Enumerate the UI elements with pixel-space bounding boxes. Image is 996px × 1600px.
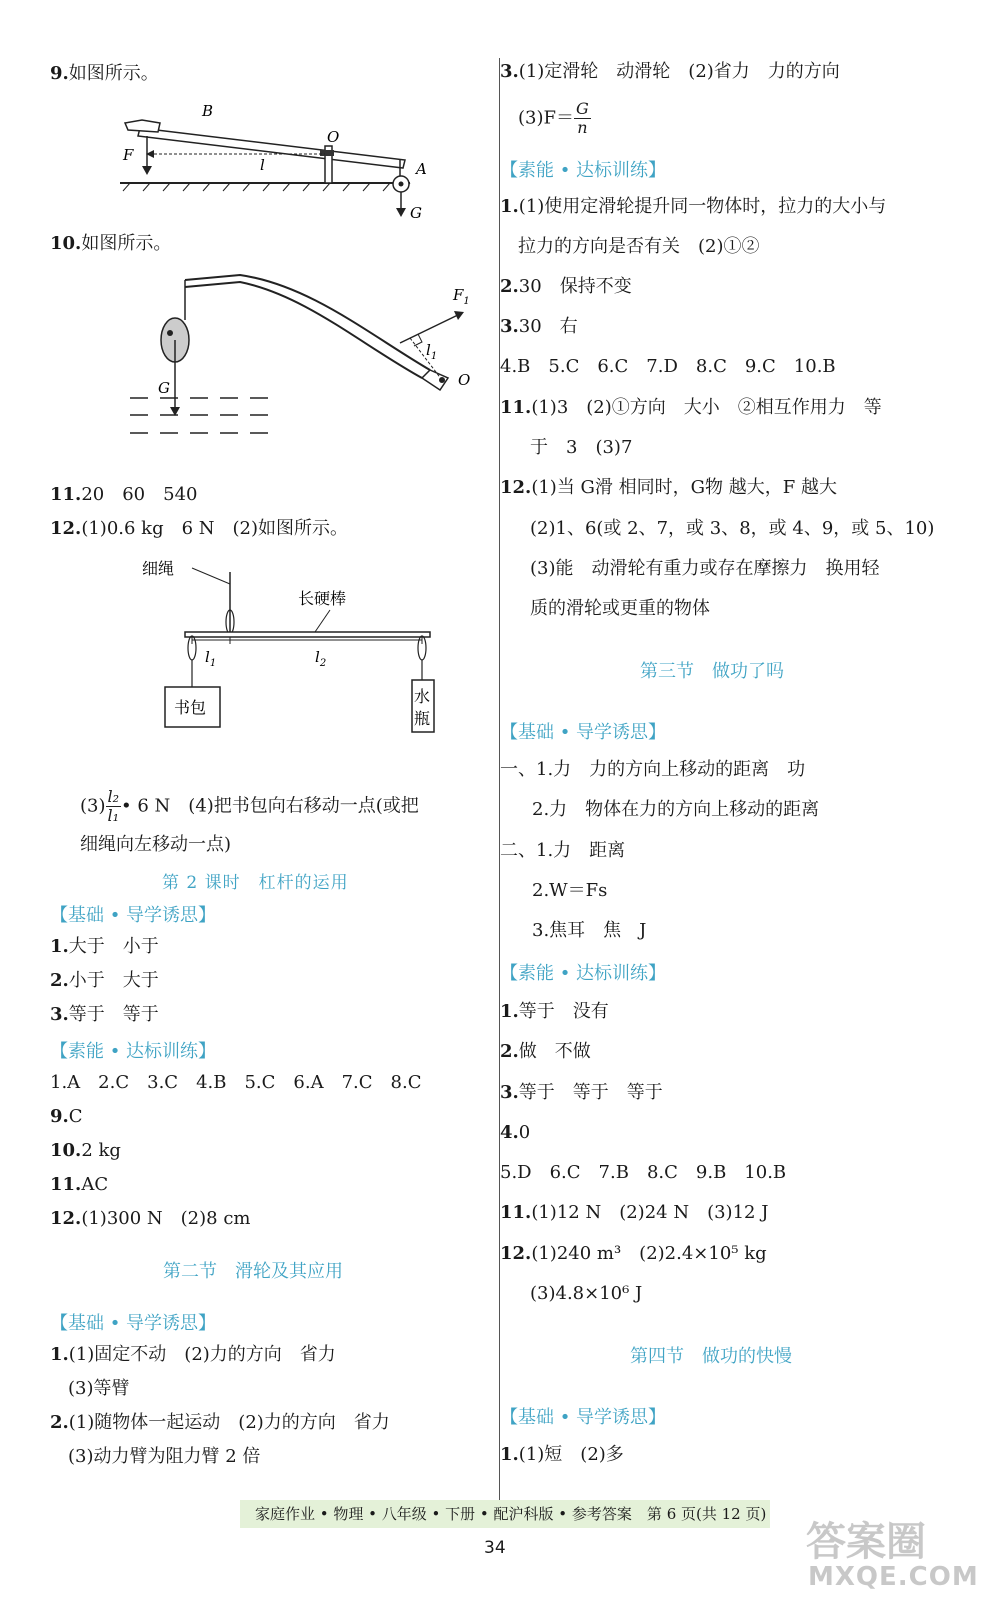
t9-line: 9.C xyxy=(50,1106,83,1127)
lever-figure-9 xyxy=(120,98,480,223)
x3-line: 3.等于 等于 等于 xyxy=(500,1082,663,1103)
section4-title: 第四节 做功的快慢 xyxy=(630,1346,792,1367)
r3b-line: (3)F＝ $\frac{G}{n}$ xyxy=(518,99,589,137)
t10-line: 10.2 kg xyxy=(50,1140,121,1161)
x2-line: 2.做 不做 xyxy=(500,1041,591,1062)
r3a-line: 3.(1)定滑轮 动滑轮 (2)省力 力的方向 xyxy=(500,61,840,82)
r11a-line: 11.(1)3 (2)①方向 大小 ②相互作用力 等 xyxy=(500,397,882,418)
s1a-line: 1.(1)固定不动 (2)力的方向 省力 xyxy=(50,1344,336,1365)
q12-line xyxy=(50,517,348,541)
fig9-label-B: B xyxy=(202,102,214,120)
tag-train-left: 【素能 • 达标训练】 xyxy=(50,1041,217,1062)
r12d-line: 质的滑轮或更重的物体 xyxy=(530,598,710,619)
s1b-line: (3)等臂 xyxy=(68,1378,130,1399)
t-row1: 1.A 2.C 3.C 4.B 5.C 6.A 7.C 8.C xyxy=(50,1072,422,1093)
fig12-label-rope: 细绳 xyxy=(142,559,175,578)
fig9-label-G: G xyxy=(410,204,422,222)
r3-line: 3.30 右 xyxy=(500,316,578,337)
x12a-line: 12.(1)240 m³ (2)2.4×10⁵ kg xyxy=(500,1243,767,1264)
q9-text: 如图所示。 xyxy=(68,63,159,84)
x12b-line: (3)4.8×10⁶ J xyxy=(530,1283,643,1304)
watermark-url: MXQE.COM xyxy=(808,1562,979,1592)
r1b-line: 拉力的方向是否有关 (2)①② xyxy=(518,236,760,257)
tag-basic2-right: 【基础 • 导学诱思】 xyxy=(500,1407,667,1428)
w2-3-line: 3.焦耳 焦 J xyxy=(532,920,647,941)
q10-text: 如图所示。 xyxy=(81,233,172,254)
fig12-label-bag: 书包 xyxy=(174,698,207,717)
s2a-line: 2.(1)随物体一起运动 (2)力的方向 省力 xyxy=(50,1412,390,1433)
x-row: 5.D 6.C 7.B 8.C 9.B 10.B xyxy=(500,1162,787,1183)
page-number: 34 xyxy=(484,1538,506,1558)
r-row: 4.B 5.C 6.C 7.D 8.C 9.C 10.B xyxy=(500,356,836,377)
fig10-label-G: G xyxy=(158,379,170,397)
fig12-label-l2: $l_2$ xyxy=(315,648,327,669)
section2-title: 第二节 滑轮及其应用 xyxy=(163,1261,343,1282)
fig12-label-bottle2: 瓶 xyxy=(414,709,431,728)
x11-line: 11.(1)12 N (2)24 N (3)12 J xyxy=(500,1202,769,1223)
fig12-label-l1: $l_1$ xyxy=(205,648,217,669)
w2-1-line: 二、1.力 距离 xyxy=(500,840,626,861)
tag-train-right: 【素能 • 达标训练】 xyxy=(500,160,667,181)
fig10-label-O: O xyxy=(458,371,470,389)
t11-line: 11.AC xyxy=(50,1174,109,1195)
w2-2-line: 2.W＝Fs xyxy=(532,880,608,901)
section3-title: 第三节 做功了吗 xyxy=(640,661,784,682)
w1-1-line: 一、1.力 力的方向上移动的距离 功 xyxy=(500,759,806,780)
watermark-logo: 答案圈 xyxy=(806,1519,926,1565)
b2-line: 2.小于 大于 xyxy=(50,970,159,991)
q9-number: 9. xyxy=(50,63,69,84)
tag-basic2-left: 【基础 • 导学诱思】 xyxy=(50,1313,217,1334)
q9-line xyxy=(50,62,159,86)
r2-line: 2.30 保持不变 xyxy=(500,276,632,297)
fig12-label-bottle1: 水 xyxy=(414,687,431,706)
lever-figure-12 xyxy=(130,552,450,737)
q12-text: (1)0.6 kg 6 N (2)如图所示。 xyxy=(81,518,349,539)
lesson2-title: 第 2 课时 杠杆的运用 xyxy=(162,873,349,893)
q10-line xyxy=(50,232,171,256)
q11-text: 20 60 540 xyxy=(81,484,198,505)
x4-line: 4.0 xyxy=(500,1122,531,1143)
q12-3-cont-line: 细绳向左移动一点) xyxy=(80,834,232,855)
fig10-label-l1: $l_1$ xyxy=(426,341,438,362)
tag-train2-right: 【素能 • 达标训练】 xyxy=(500,963,667,984)
fraction-l2-l1: $\frac{\text{l₂}}{\text{l₁}}$ xyxy=(107,787,120,825)
r1a-line: 1.(1)使用定滑轮提升同一物体时，拉力的大小与 xyxy=(500,196,887,217)
y1-line: 1.(1)短 (2)多 xyxy=(500,1444,624,1465)
q12-number: 12. xyxy=(50,518,82,539)
fig9-label-l: l xyxy=(260,156,265,174)
r12b-line: (2)1、6(或 2、7，或 3、8，或 4、9，或 5、10) xyxy=(530,518,935,539)
fig9-label-O: O xyxy=(327,128,340,146)
fishing-rod-figure-10 xyxy=(130,265,470,450)
t12-line: 12.(1)300 N (2)8 cm xyxy=(50,1208,251,1229)
b3-line: 3.等于 等于 xyxy=(50,1004,159,1025)
fig10-label-F1: $F_1$ xyxy=(453,286,470,307)
fig9-label-F: F xyxy=(123,146,134,164)
footer-text: 家庭作业 • 物理 • 八年级 • 下册 • 配沪科版 • 参考答案 第 6 页(共 12 页) xyxy=(255,1505,767,1523)
fraction-G-n: $\frac{G}{n}$ xyxy=(576,99,589,137)
s2b-line: (3)动力臂为阻力臂 2 倍 xyxy=(68,1446,261,1467)
w1-2-line: 2.力 物体在力的方向上移动的距离 xyxy=(532,799,820,820)
fig12-label-rod: 长硬棒 xyxy=(298,589,347,608)
q10-number: 10. xyxy=(50,233,82,254)
tag-basic-right: 【基础 • 导学诱思】 xyxy=(500,722,667,743)
fig9-label-A: A xyxy=(416,160,427,178)
x1-line: 1.等于 没有 xyxy=(500,1001,609,1022)
r11b-line: 于 3 (3)7 xyxy=(530,437,633,458)
b1-line: 1.大于 小于 xyxy=(50,936,159,957)
q11-line xyxy=(50,483,198,507)
r12a-line: 12.(1)当 G滑 相同时，G物 越大，F 越大 xyxy=(500,477,837,498)
r12c-line: (3)能 动滑轮有重力或存在摩擦力 换用轻 xyxy=(530,558,880,579)
q11-number: 11. xyxy=(50,484,82,505)
tag-basic-left: 【基础 • 导学诱思】 xyxy=(50,905,217,926)
q12-3-line: (3) $\frac{\text{l₂}}{\text{l₁}}$ • 6 N (4)把书包向右移动一点(或把 xyxy=(80,787,419,825)
